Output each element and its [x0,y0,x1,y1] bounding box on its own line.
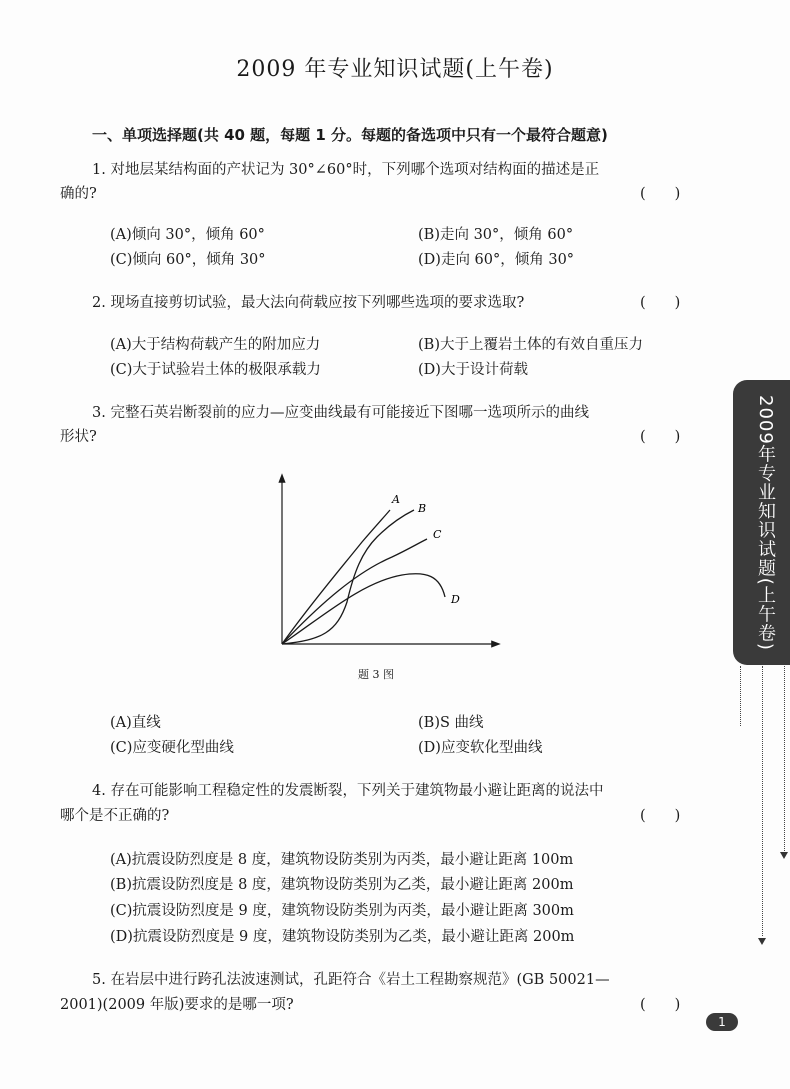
figure-caption: 题 3 图 [358,668,394,681]
q1-option-a: (A)倾向 30°，倾角 60° [110,227,265,243]
q2-option-c: (C)大于试验岩土体的极限承载力 [110,362,321,378]
question-4-text-cont: 哪个是不正确的? [60,808,170,824]
curve-d [282,574,445,644]
page-number: 1 [706,1013,738,1031]
q4-option-c: (C)抗震设防烈度是 9 度，建筑物设防类别为丙类，最小避让距离 300m [110,903,574,919]
q3-option-a: (A)直线 [110,715,161,731]
q3-option-d: (D)应变软化型曲线 [418,740,543,756]
guide-line [784,666,785,851]
question-2-text: 2. 现场直接剪切试验，最大法向荷载应按下列哪些选项的要求选取? [92,295,525,311]
question-1-text: 1. 对地层某结构面的产状记为 30°∠60°时，下列哪个选项对结构面的描述是正 [92,162,600,178]
guide-line [762,666,763,936]
answer-paren: ( ) [640,429,681,445]
arrow-down-icon [780,852,788,859]
guide-line [740,666,741,726]
answer-paren: ( ) [640,997,681,1013]
question-5-text-cont: 2001)(2009 年版)要求的是哪一项? [60,997,294,1013]
curve-label-a: A [392,493,400,506]
section-heading: 一、单项选择题(共 40 题，每题 1 分。每题的备选项中只有一个最符合题意) [92,126,608,144]
question-3-text-cont: 形状? [60,429,97,445]
q1-option-b: (B)走向 30°，倾角 60° [418,227,574,243]
q3-option-b: (B)S 曲线 [418,715,484,731]
question-1-text-cont: 确的? [60,186,97,202]
q3-option-c: (C)应变硬化型曲线 [110,740,234,756]
q2-option-a: (A)大于结构荷载产生的附加应力 [110,337,321,353]
q4-option-a: (A)抗震设防烈度是 8 度，建筑物设防类别为丙类，最小避让距离 100m [110,852,574,868]
question-3-text: 3. 完整石英岩断裂前的应力—应变曲线最有可能接近下图哪一选项所示的曲线 [92,405,589,421]
chapter-tab-label: 2009年专业知识试题(上午卷) [755,395,776,651]
arrow-down-icon [758,938,766,945]
q1-option-d: (D)走向 60°，倾角 30° [418,252,575,268]
answer-paren: ( ) [640,295,681,311]
stress-strain-figure [262,472,502,652]
q2-option-d: (D)大于设计荷载 [418,362,528,378]
q4-option-b: (B)抗震设防烈度是 8 度，建筑物设防类别为乙类，最小避让距离 200m [110,877,574,893]
q4-option-d: (D)抗震设防烈度是 9 度，建筑物设防类别为乙类，最小避让距离 200m [110,929,575,945]
question-4-text: 4. 存在可能影响工程稳定性的发震断裂，下列关于建筑物最小避让距离的说法中 [92,783,604,799]
q2-option-b: (B)大于上覆岩土体的有效自重压力 [418,337,643,353]
q1-option-c: (C)倾向 60°，倾角 30° [110,252,266,268]
page-title: 2009 年专业知识试题(上午卷) [236,57,554,82]
question-5-text: 5. 在岩层中进行跨孔法波速测试，孔距符合《岩土工程勘察规范》(GB 50021— [92,972,610,988]
curve-label-d: D [451,593,460,606]
answer-paren: ( ) [640,808,681,824]
curve-label-b: B [418,502,427,515]
answer-paren: ( ) [640,186,681,202]
curve-label-c: C [433,528,442,541]
